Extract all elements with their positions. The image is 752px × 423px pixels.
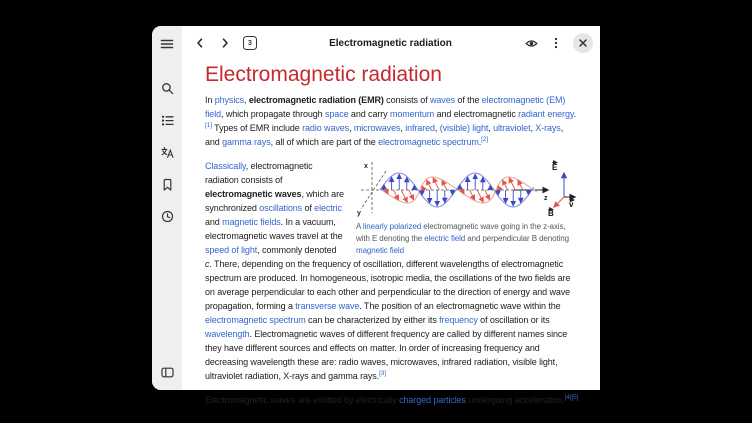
article-link[interactable]: electromagnetic spectrum: [378, 137, 479, 147]
tab-overview-button[interactable]: [239, 32, 261, 54]
article-link[interactable]: momentum: [389, 109, 435, 119]
svg-text:z: z: [544, 195, 548, 202]
text-segment: .: [478, 137, 482, 147]
article-paragraph: [205, 393, 580, 407]
text-segment: , electromagnetic radiation consists of: [205, 161, 313, 185]
sidebar-item-bookmarks[interactable]: [156, 173, 178, 195]
text-segment: ,: [488, 123, 494, 133]
article-link[interactable]: radiant energy: [518, 109, 574, 119]
article-link[interactable]: oscillations: [259, 203, 303, 213]
text-segment: , which are synchronized: [205, 189, 344, 213]
text-segment: electromagnetic waves: [205, 189, 302, 199]
article-link[interactable]: electromagnetic spectrum: [205, 315, 306, 325]
text-segment: , and: [205, 123, 564, 147]
sidebar-toggle-button[interactable]: [156, 361, 178, 383]
text-segment: . Electromagnetic waves of different frequency are called by different names since they have different sources and effects on matter. In order of increasing frequency and decreasing wavelength these are: radio waves, microwaves, infrared radiation, visible light, ultraviolet radiation, X-rays and gamma rays.: [205, 329, 568, 381]
article-figure: [356, 159, 580, 257]
toc-icon: [161, 114, 174, 127]
text-segment: and: [205, 217, 223, 227]
text-segment: , commonly denoted: [257, 245, 337, 255]
article-scroll-area[interactable]: [182, 60, 600, 405]
text-segment: , which propagate through: [221, 109, 325, 119]
article-link[interactable]: wavelength: [205, 329, 250, 339]
article-link[interactable]: ultraviolet: [493, 123, 531, 133]
reference-link[interactable]: [1]: [205, 122, 212, 129]
bookmarks-icon: [161, 178, 174, 191]
main-menu-button[interactable]: [156, 33, 178, 55]
reference-link[interactable]: [3]: [379, 370, 387, 377]
headerbar: [182, 26, 600, 60]
sidebar-tools: [156, 77, 178, 227]
article-link[interactable]: magnetic field: [356, 246, 404, 255]
article-title: Electromagnetic radiation: [205, 63, 442, 86]
window-title: Electromagnetic radiation: [329, 37, 452, 49]
chevron-left-icon: [193, 36, 207, 50]
toc-preview-button[interactable]: [520, 32, 542, 54]
article-link[interactable]: Classically: [205, 161, 246, 171]
text-segment: and electromagnetic: [434, 109, 519, 119]
text-segment: , all of which are part of the: [270, 137, 379, 147]
text-segment: consists of: [383, 95, 430, 105]
text-segment: of the: [455, 95, 482, 105]
figure-vector-triad: [548, 163, 575, 219]
article-link[interactable]: transverse wave: [295, 301, 360, 311]
svg-text:E: E: [552, 163, 558, 172]
article-paragraph: [205, 93, 580, 149]
article-link[interactable]: frequency: [439, 315, 478, 325]
history-icon: [161, 210, 174, 223]
text-segment: Types of EMR include: [211, 123, 303, 133]
sidebar: [152, 26, 182, 390]
svg-text:x: x: [364, 163, 368, 170]
article-link[interactable]: X-rays: [535, 123, 561, 133]
article-link[interactable]: electric: [314, 203, 342, 213]
reference-link[interactable]: [2]: [481, 136, 489, 143]
article-link[interactable]: microwaves: [353, 123, 401, 133]
close-window-button[interactable]: [573, 33, 593, 53]
hamburger-icon: [160, 37, 174, 51]
menu-button[interactable]: [545, 32, 567, 54]
chevron-right-icon: [218, 36, 232, 50]
text-segment: ,: [400, 123, 406, 133]
kebab-menu-icon: [549, 36, 563, 50]
sidebar-item-languages[interactable]: [156, 141, 178, 163]
tab-counter-icon: 3: [243, 36, 257, 50]
text-segment: ,: [530, 123, 536, 133]
eye-icon: [524, 36, 539, 51]
svg-text:v: v: [569, 200, 574, 209]
sidebar-item-toc[interactable]: [156, 109, 178, 131]
article-link[interactable]: radio waves: [302, 123, 350, 133]
figure-caption: [356, 221, 580, 257]
text-segment: undergoing acceleration,: [465, 395, 565, 405]
text-segment: ,: [244, 95, 249, 105]
text-segment: . The position of an electromagnetic wave within the: [359, 301, 561, 311]
article-link[interactable]: physics: [214, 95, 245, 105]
article-link[interactable]: linearly polarized: [362, 222, 422, 231]
text-segment: c: [205, 259, 210, 269]
back-button[interactable]: [189, 32, 211, 54]
sidebar-toggle-icon: [161, 366, 174, 379]
text-segment: In: [205, 95, 215, 105]
article-link[interactable]: waves: [430, 95, 456, 105]
article-link[interactable]: speed of light: [205, 245, 258, 255]
languages-icon: [161, 146, 174, 159]
text-segment: . In a vacuum, electromagnetic waves travel at the: [205, 217, 343, 241]
text-segment: electromagnetic wave going in the z-axis, with E denoting the: [356, 222, 566, 243]
text-segment: can be characterized by either its: [305, 315, 440, 325]
article-link[interactable]: charged particles: [399, 395, 466, 405]
text-segment: Electromagnetic waves are emitted by electrically: [205, 395, 400, 405]
text-segment: ,: [349, 123, 354, 133]
article-link[interactable]: gamma rays: [222, 137, 271, 147]
article-link[interactable]: electric field: [424, 234, 466, 243]
text-segment: of: [302, 203, 315, 213]
search-icon: [161, 82, 174, 95]
article-link[interactable]: infrared: [405, 123, 435, 133]
text-segment: and perpendicular B denoting: [465, 234, 569, 243]
text-segment: . There, depending on the frequency of oscillation, different wavelengths of electromagnetic spectrum are produced. In homogeneous, isotropic media, the oscillations of the two fields are on average perpendicular to each other and perpendicular to the direction of energy and wave propagation, forming a: [205, 259, 571, 311]
close-icon: [578, 38, 588, 48]
article-link[interactable]: (visible) light: [439, 123, 489, 133]
reference-link[interactable]: [4][5]: [564, 394, 579, 401]
article-link[interactable]: magnetic fields: [222, 217, 281, 227]
text-segment: ,: [434, 123, 440, 133]
text-segment: of oscillation or its: [477, 315, 550, 325]
sidebar-item-search[interactable]: [156, 77, 178, 99]
app-window: [152, 26, 600, 405]
article-link[interactable]: electromagnetic (EM) field: [205, 95, 566, 119]
svg-text:y: y: [357, 210, 361, 217]
article-link[interactable]: space: [325, 109, 349, 119]
text-segment: electromagnetic radiation (EMR): [248, 95, 384, 105]
forward-button[interactable]: [214, 32, 236, 54]
svg-text:B: B: [548, 209, 554, 218]
em-wave-image[interactable]: [356, 159, 580, 217]
sidebar-item-history[interactable]: [156, 205, 178, 227]
article-paragraph: [205, 159, 580, 383]
text-segment: .: [573, 109, 577, 119]
text-segment: A: [356, 222, 363, 231]
text-segment: and carry: [348, 109, 390, 119]
